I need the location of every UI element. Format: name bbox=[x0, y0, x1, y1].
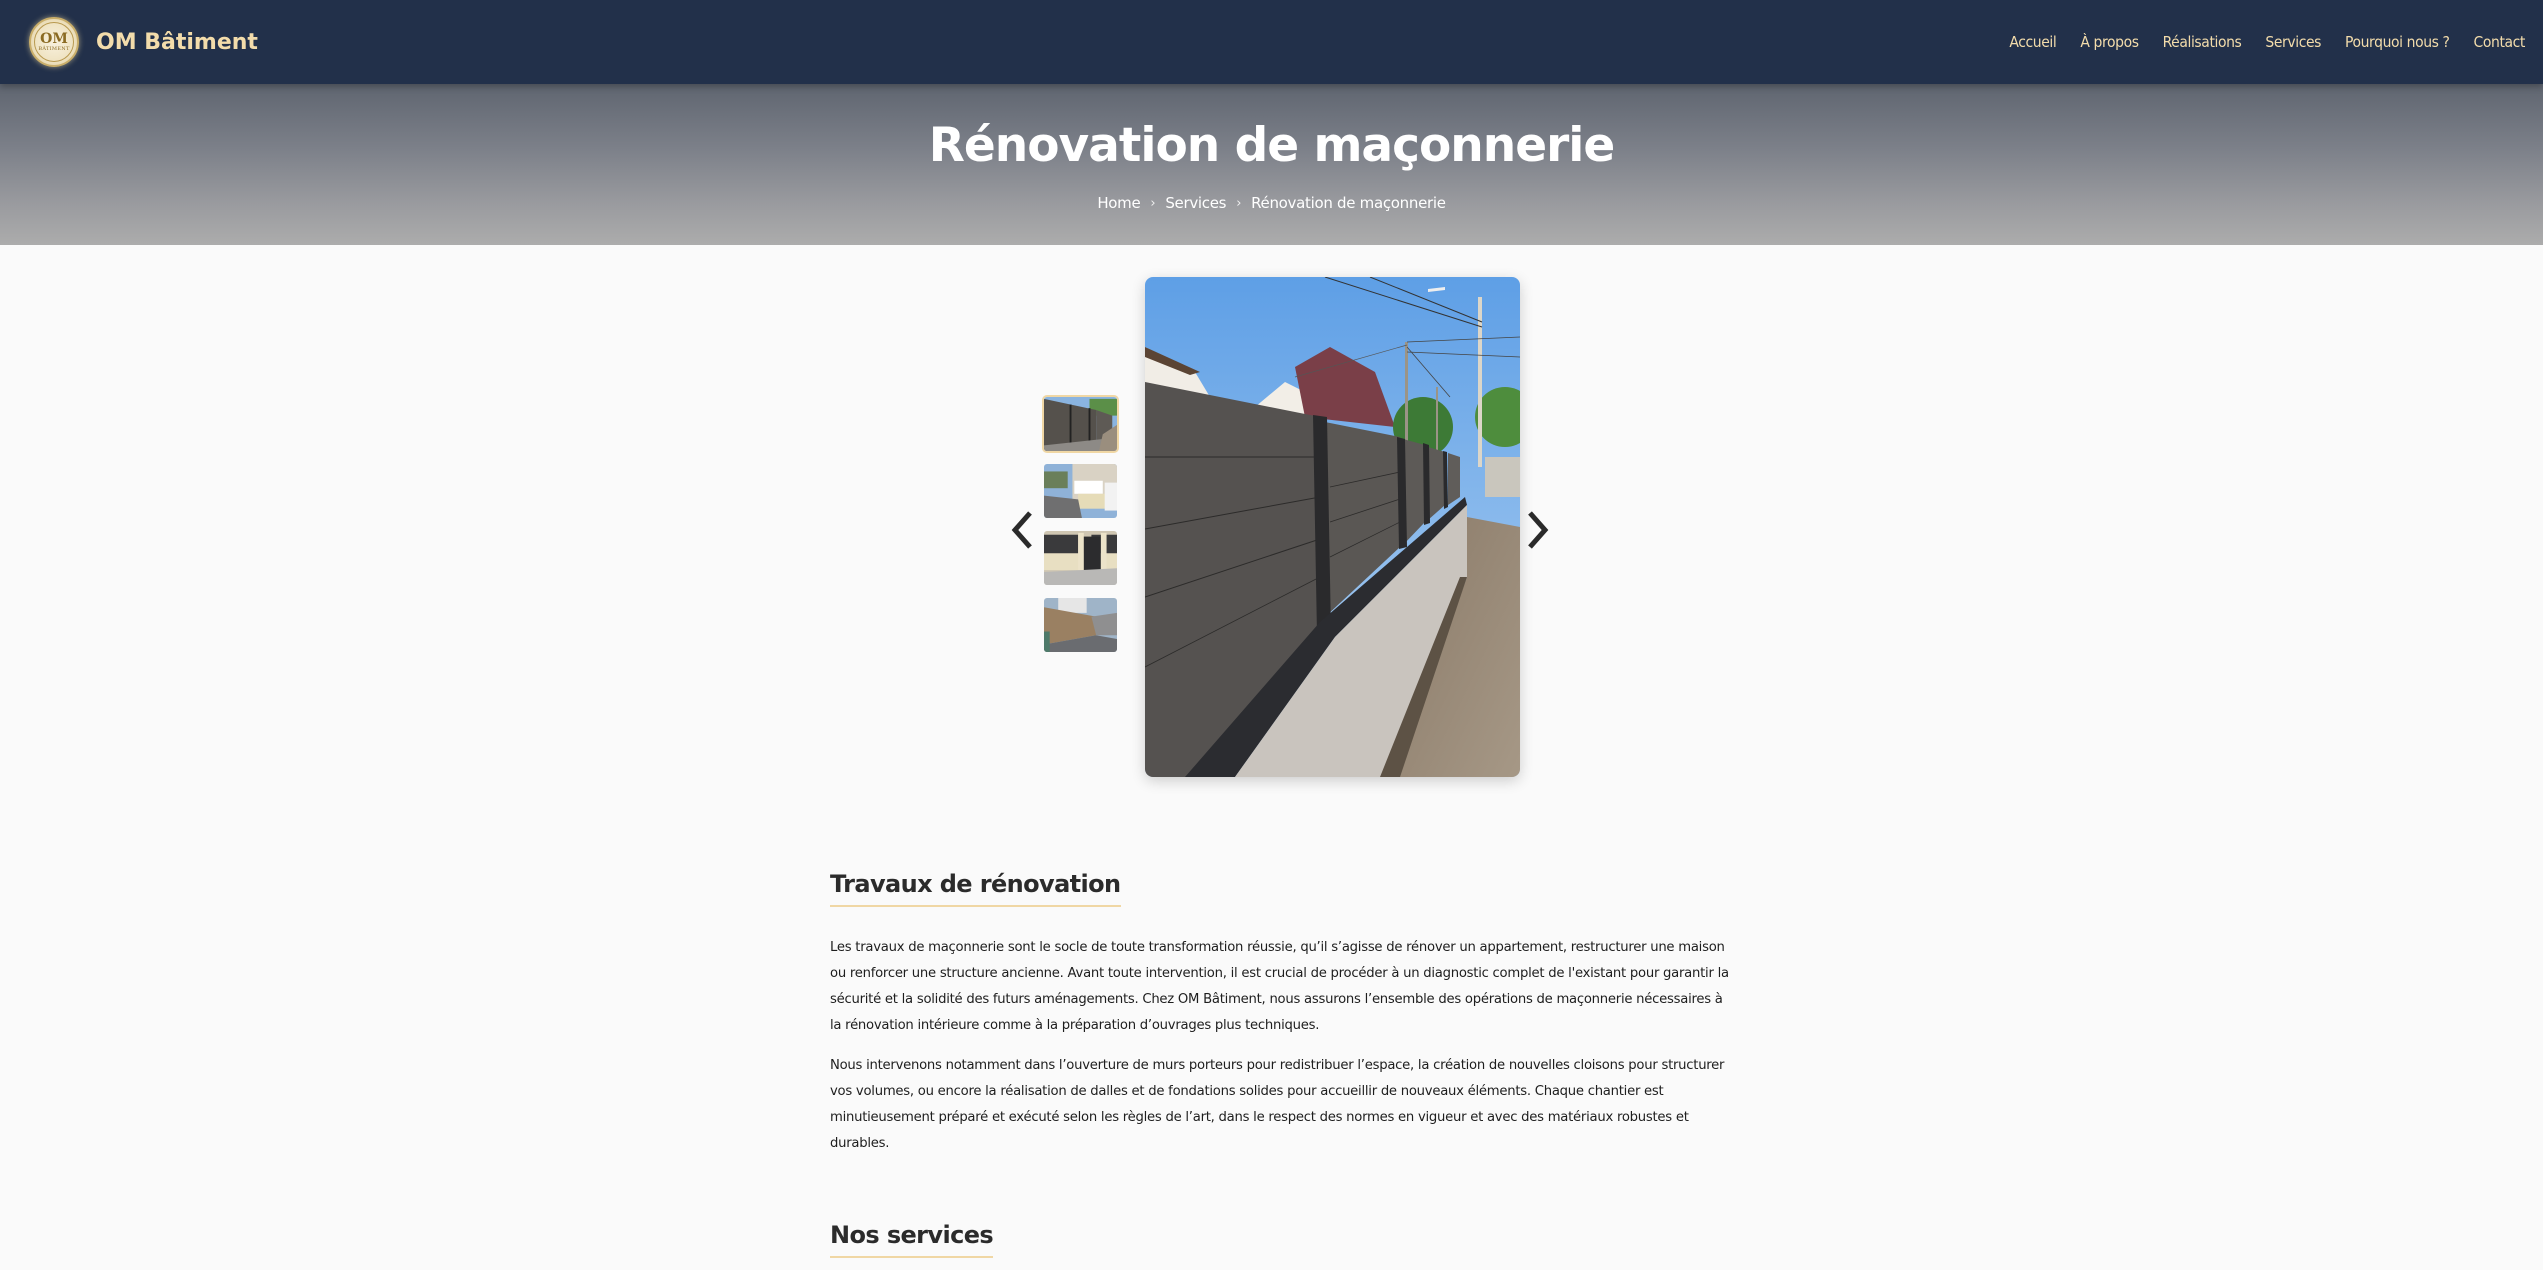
image-gallery bbox=[0, 245, 2543, 825]
thumbnail-3[interactable] bbox=[1042, 529, 1119, 587]
breadcrumb-services[interactable]: Services bbox=[1165, 194, 1227, 212]
paragraph-intro: Les travaux de maçonnerie sont le socle de toute transformation réussie, qu’il s’agisse de rénover un appartement, restructurer une maison ou renforcer une structure ancienne. Avant toute intervention, il est crucial de procéder à un diagnostic complet de l'existant pour garantir la sécurité et la solidité des futurs aménagements. Chez OM Bâtiment, nous assurons l’ensemble des opérations de maçonnerie nécessaires à la rénovation intérieure comme à la préparation d’ouvrages plus techniques. bbox=[830, 940, 1729, 1033]
nav-link-pourquoi-nous[interactable]: Pourquoi nous ? bbox=[2345, 33, 2450, 51]
section-title-travaux: Travaux de rénovation bbox=[830, 870, 1121, 907]
main-content bbox=[830, 870, 1735, 1258]
thumbnail-image bbox=[1044, 598, 1117, 652]
logo-subtext: BÂTIMENT bbox=[38, 46, 70, 52]
thumbnail-list bbox=[1042, 395, 1119, 654]
thumbnail-4[interactable] bbox=[1042, 596, 1119, 654]
nav-link-realisations[interactable]: Réalisations bbox=[2162, 33, 2242, 51]
thumbnail-image bbox=[1044, 464, 1117, 518]
paragraph-details: Nous intervenons notamment dans l’ouverture de murs porteurs pour redistribuer l’espace, la création de nouvelles cloisons pour structurer vos volumes, ou encore la réalisation de dalles et de fondations solides pour accueillir de nouveaux éléments. Chaque chantier est minutieusement préparé et exécuté selon les règles de l’art, dans le respect des normes en vigueur et avec des matériaux robustes et durables. bbox=[830, 1058, 1725, 1151]
nav-link-contact[interactable]: Contact bbox=[2473, 33, 2525, 51]
breadcrumb bbox=[0, 194, 2543, 212]
breadcrumb-home[interactable]: Home bbox=[1097, 194, 1141, 212]
breadcrumb-current: Rénovation de maçonnerie bbox=[1251, 194, 1446, 212]
chevron-right-icon bbox=[1525, 510, 1551, 550]
navbar bbox=[0, 0, 2543, 84]
breadcrumb-separator: › bbox=[1150, 195, 1156, 211]
logo-text: OM bbox=[40, 31, 68, 47]
gallery-main-image bbox=[1145, 277, 1520, 777]
page-hero bbox=[0, 84, 2543, 245]
thumbnail-1[interactable] bbox=[1042, 395, 1119, 453]
brand-home-link[interactable] bbox=[29, 17, 258, 67]
main-nav bbox=[2009, 33, 2525, 51]
thumbnail-image bbox=[1044, 531, 1117, 585]
nav-link-a-propos[interactable]: À propos bbox=[2080, 33, 2139, 51]
gallery-next-button[interactable] bbox=[1520, 505, 1556, 555]
section-title-nos-services: Nos services bbox=[830, 1221, 993, 1258]
brand-name: OM Bâtiment bbox=[96, 29, 258, 55]
thumbnail-image bbox=[1044, 397, 1117, 451]
logo bbox=[29, 17, 79, 67]
gallery-prev-button[interactable] bbox=[1004, 505, 1040, 555]
thumbnail-2[interactable] bbox=[1042, 462, 1119, 520]
main-image bbox=[1145, 277, 1520, 777]
chevron-left-icon bbox=[1009, 510, 1035, 550]
page-title: Rénovation de maçonnerie bbox=[928, 118, 1615, 173]
nav-link-services[interactable]: Services bbox=[2265, 33, 2322, 51]
nav-link-accueil[interactable]: Accueil bbox=[2009, 33, 2057, 51]
breadcrumb-separator: › bbox=[1236, 195, 1242, 211]
